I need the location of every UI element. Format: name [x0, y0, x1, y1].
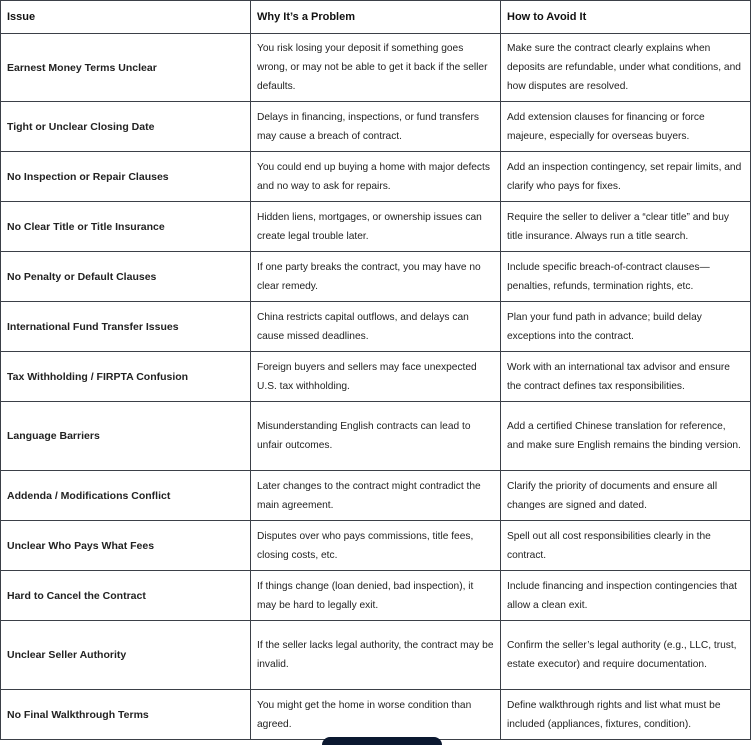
why-cell: You risk losing your deposit if something goes wrong, or may not be able to get it back if the seller defaults. [251, 34, 501, 102]
avoid-cell: Add extension clauses for financing or force majeure, especially for overseas buyers. [501, 102, 751, 152]
why-cell: Delays in financing, inspections, or fund transfers may cause a breach of contract. [251, 102, 501, 152]
avoid-cell: Make sure the contract clearly explains when deposits are refundable, under what conditions, and how disputes are resolved. [501, 34, 751, 102]
why-cell: China restricts capital outflows, and delays can cause missed deadlines. [251, 302, 501, 352]
why-cell: If things change (loan denied, bad inspection), it may be hard to legally exit. [251, 571, 501, 621]
header-issue: Issue [1, 1, 251, 34]
issue-cell: Hard to Cancel the Contract [1, 571, 251, 621]
table-row [1, 402, 751, 471]
scroll-indicator[interactable] [322, 737, 442, 745]
header-avoid: How to Avoid It [501, 1, 751, 34]
table-row [1, 690, 751, 740]
why-cell: If one party breaks the contract, you may have no clear remedy. [251, 252, 501, 302]
issue-cell: No Inspection or Repair Clauses [1, 152, 251, 202]
issue-cell: No Final Walkthrough Terms [1, 690, 251, 740]
issue-cell: Unclear Seller Authority [1, 621, 251, 690]
why-cell: Foreign buyers and sellers may face unexpected U.S. tax withholding. [251, 352, 501, 402]
table-row [1, 102, 751, 152]
header-row [1, 1, 751, 34]
avoid-cell: Include specific breach-of-contract clauses—penalties, refunds, termination rights, etc. [501, 252, 751, 302]
why-cell: Misunderstanding English contracts can lead to unfair outcomes. [251, 402, 501, 471]
avoid-cell: Add a certified Chinese translation for reference, and make sure English remains the binding version. [501, 402, 751, 471]
issue-cell: Unclear Who Pays What Fees [1, 521, 251, 571]
why-cell: You could end up buying a home with major defects and no way to ask for repairs. [251, 152, 501, 202]
table-row [1, 471, 751, 521]
avoid-cell: Clarify the priority of documents and ensure all changes are signed and dated. [501, 471, 751, 521]
issue-cell: Tight or Unclear Closing Date [1, 102, 251, 152]
issue-cell: Tax Withholding / FIRPTA Confusion [1, 352, 251, 402]
avoid-cell: Plan your fund path in advance; build delay exceptions into the contract. [501, 302, 751, 352]
table-row [1, 352, 751, 402]
issue-cell: No Clear Title or Title Insurance [1, 202, 251, 252]
avoid-cell: Spell out all cost responsibilities clearly in the contract. [501, 521, 751, 571]
why-cell: Later changes to the contract might contradict the main agreement. [251, 471, 501, 521]
table-row [1, 152, 751, 202]
table-row [1, 202, 751, 252]
issue-cell: Earnest Money Terms Unclear [1, 34, 251, 102]
why-cell: Disputes over who pays commissions, title fees, closing costs, etc. [251, 521, 501, 571]
avoid-cell: Add an inspection contingency, set repair limits, and clarify who pays for fixes. [501, 152, 751, 202]
issue-cell: Addenda / Modifications Conflict [1, 471, 251, 521]
avoid-cell: Confirm the seller’s legal authority (e.g., LLC, trust, estate executor) and require documentation. [501, 621, 751, 690]
avoid-cell: Work with an international tax advisor and ensure the contract defines tax responsibilities. [501, 352, 751, 402]
table-row [1, 571, 751, 621]
issue-cell: No Penalty or Default Clauses [1, 252, 251, 302]
table-row [1, 621, 751, 690]
header-why: Why It’s a Problem [251, 1, 501, 34]
avoid-cell: Include financing and inspection contingencies that allow a clean exit. [501, 571, 751, 621]
avoid-cell: Define walkthrough rights and list what must be included (appliances, fixtures, condition). [501, 690, 751, 740]
table-row [1, 252, 751, 302]
avoid-cell: Require the seller to deliver a “clear title” and buy title insurance. Always run a title search. [501, 202, 751, 252]
table-row [1, 521, 751, 571]
why-cell: You might get the home in worse condition than agreed. [251, 690, 501, 740]
table-row [1, 34, 751, 102]
why-cell: Hidden liens, mortgages, or ownership issues can create legal trouble later. [251, 202, 501, 252]
why-cell: If the seller lacks legal authority, the contract may be invalid. [251, 621, 501, 690]
table-row [1, 302, 751, 352]
issue-cell: International Fund Transfer Issues [1, 302, 251, 352]
issue-cell: Language Barriers [1, 402, 251, 471]
